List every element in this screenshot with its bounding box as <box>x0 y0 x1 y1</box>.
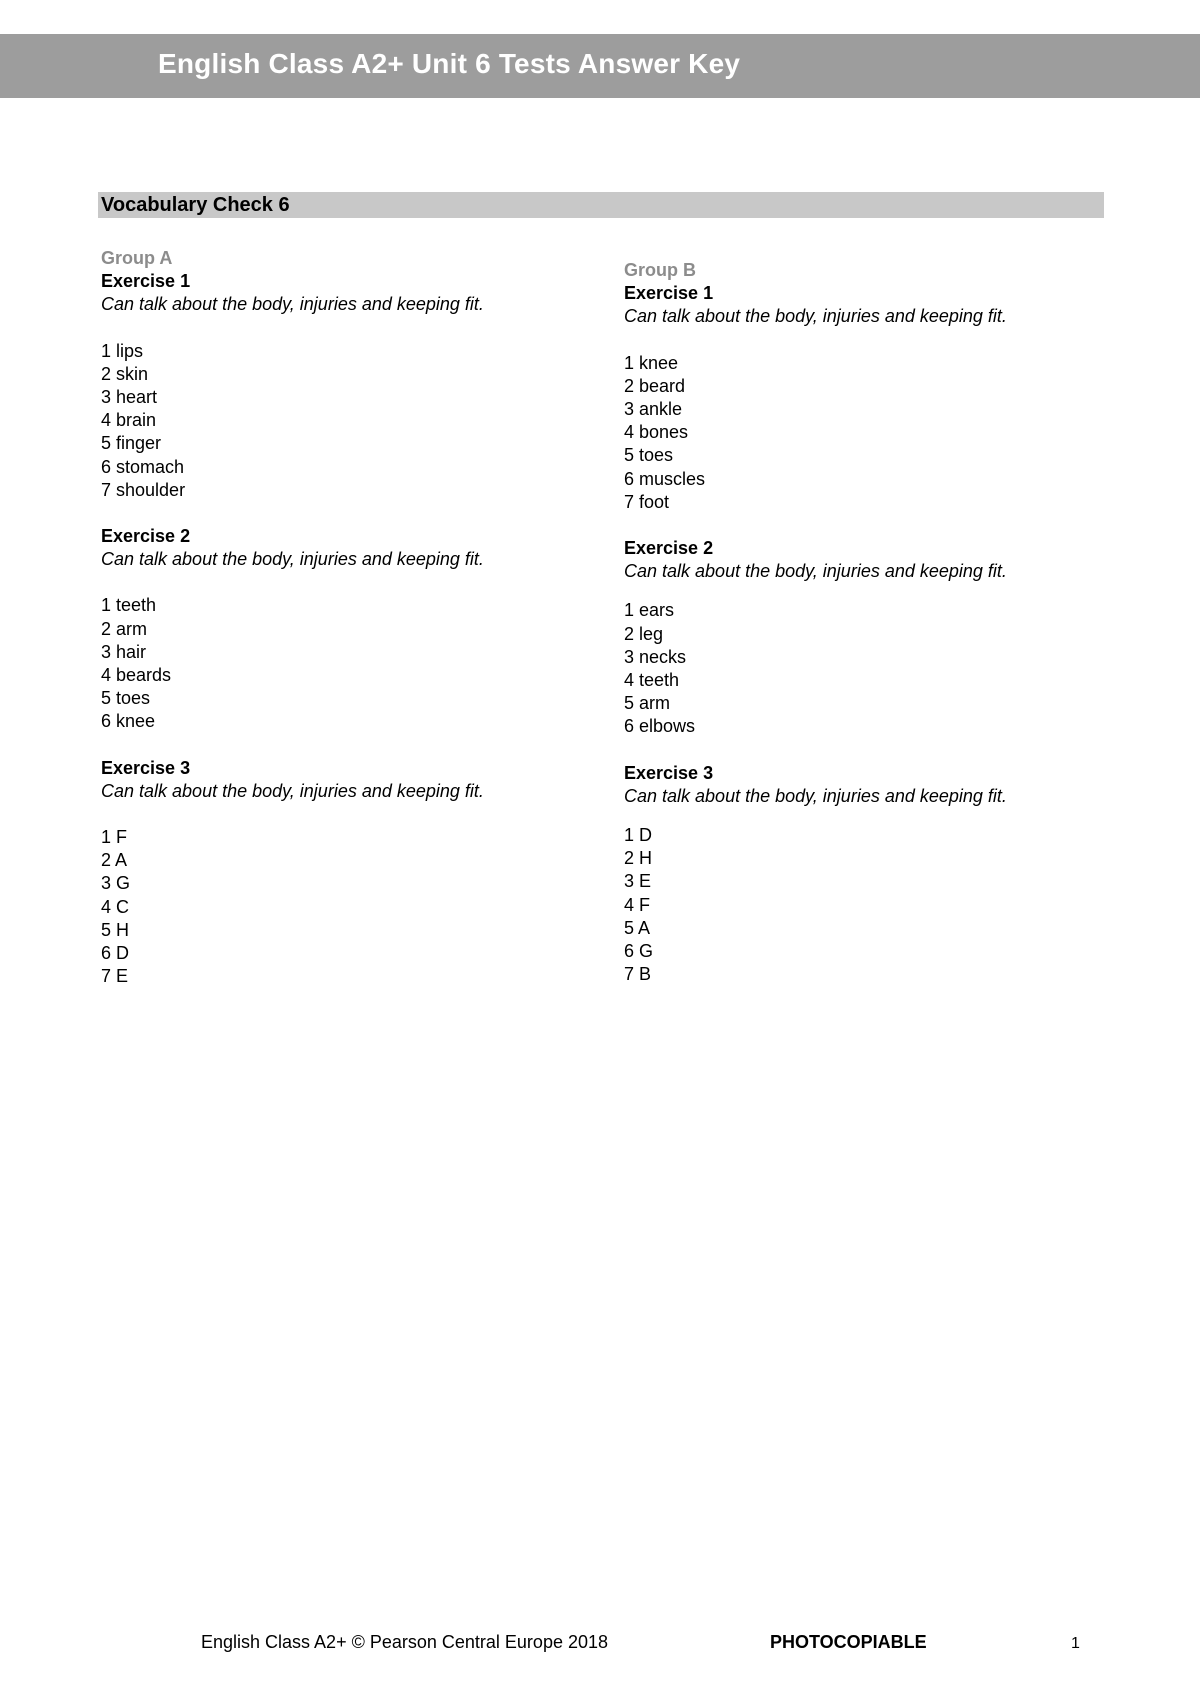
answer-item: 1 knee <box>624 352 679 373</box>
answer-item: 1 D <box>624 825 653 846</box>
answer-item: 2 leg <box>624 623 664 644</box>
answer-item: 5 arm <box>624 693 671 714</box>
answer-item: 3 G <box>101 873 131 894</box>
exercise-description: Can talk about the body, injuries and keeping fit. <box>624 785 1007 806</box>
answer-item: 3 necks <box>624 646 687 667</box>
section-title: Vocabulary Check 6 <box>101 194 290 216</box>
answer-item: 1 F <box>101 827 128 848</box>
exercise-title: Exercise 1 <box>101 271 191 292</box>
answer-item: 6 elbows <box>624 716 696 737</box>
answer-item: 3 ankle <box>624 399 683 420</box>
exercise-description: Can talk about the body, injuries and keeping fit. <box>101 549 484 570</box>
answer-item: 2 beard <box>624 375 686 396</box>
answer-item: 6 G <box>624 941 654 962</box>
answer-item: 5 A <box>624 917 651 938</box>
answer-item: 6 knee <box>101 711 156 732</box>
answer-item: 4 teeth <box>624 670 680 691</box>
answer-item: 1 ears <box>624 600 675 621</box>
answer-item: 4 F <box>624 894 651 915</box>
answer-item: 6 stomach <box>101 456 185 477</box>
footer-copyright: English Class A2+ © Pearson Central Europe 2018 <box>201 1632 609 1652</box>
answer-item: 1 teeth <box>101 595 157 616</box>
group-b-column <box>624 259 1104 986</box>
answer-item: 6 muscles <box>624 468 706 489</box>
answer-item: 5 H <box>101 919 130 940</box>
answer-item: 4 beards <box>101 665 172 686</box>
exercise-title: Exercise 3 <box>101 757 191 778</box>
answer-list <box>101 826 581 988</box>
group-label: Group A <box>101 248 173 268</box>
answer-item: 3 heart <box>101 387 158 408</box>
answer-item: 2 A <box>101 850 128 871</box>
page-title: English Class A2+ Unit 6 Tests Answer Key <box>158 48 741 79</box>
answer-item: 3 E <box>624 871 652 892</box>
answer-item: 7 B <box>624 964 652 985</box>
answer-item: 4 bones <box>624 422 689 443</box>
answer-item: 2 arm <box>101 618 148 639</box>
answer-item: 4 C <box>101 896 130 917</box>
exercise-title: Exercise 2 <box>624 538 714 559</box>
exercise-description: Can talk about the body, injuries and keeping fit. <box>624 561 1007 582</box>
answer-item: 3 hair <box>101 641 147 662</box>
group-label: Group B <box>624 260 696 280</box>
exercise-description: Can talk about the body, injuries and keeping fit. <box>101 780 484 801</box>
answer-item: 7 shoulder <box>101 479 186 500</box>
answer-list <box>101 340 581 502</box>
answer-list <box>624 824 1104 986</box>
answer-item: 4 brain <box>101 410 157 431</box>
answer-list <box>101 594 581 733</box>
answer-item: 5 finger <box>101 433 162 454</box>
answer-item: 7 E <box>101 966 129 987</box>
answer-item: 2 skin <box>101 363 149 384</box>
page-number: 1 <box>1071 1635 1080 1652</box>
exercise-title: Exercise 3 <box>624 762 714 783</box>
exercise-title: Exercise 2 <box>101 526 191 547</box>
answer-item: 5 toes <box>101 688 151 709</box>
answer-list <box>624 352 1104 514</box>
answer-item: 6 D <box>101 943 130 964</box>
answer-item: 5 toes <box>624 445 674 466</box>
answer-list <box>624 599 1104 738</box>
answer-item: 1 lips <box>101 340 144 361</box>
footer-photocopiable: PHOTOCOPIABLE <box>770 1632 927 1652</box>
answer-item: 2 H <box>624 848 653 869</box>
exercise-description: Can talk about the body, injuries and keeping fit. <box>101 294 484 315</box>
answer-item: 7 foot <box>624 491 670 512</box>
group-a-column <box>101 247 581 988</box>
exercise-title: Exercise 1 <box>624 283 714 304</box>
exercise-description: Can talk about the body, injuries and keeping fit. <box>624 306 1007 327</box>
